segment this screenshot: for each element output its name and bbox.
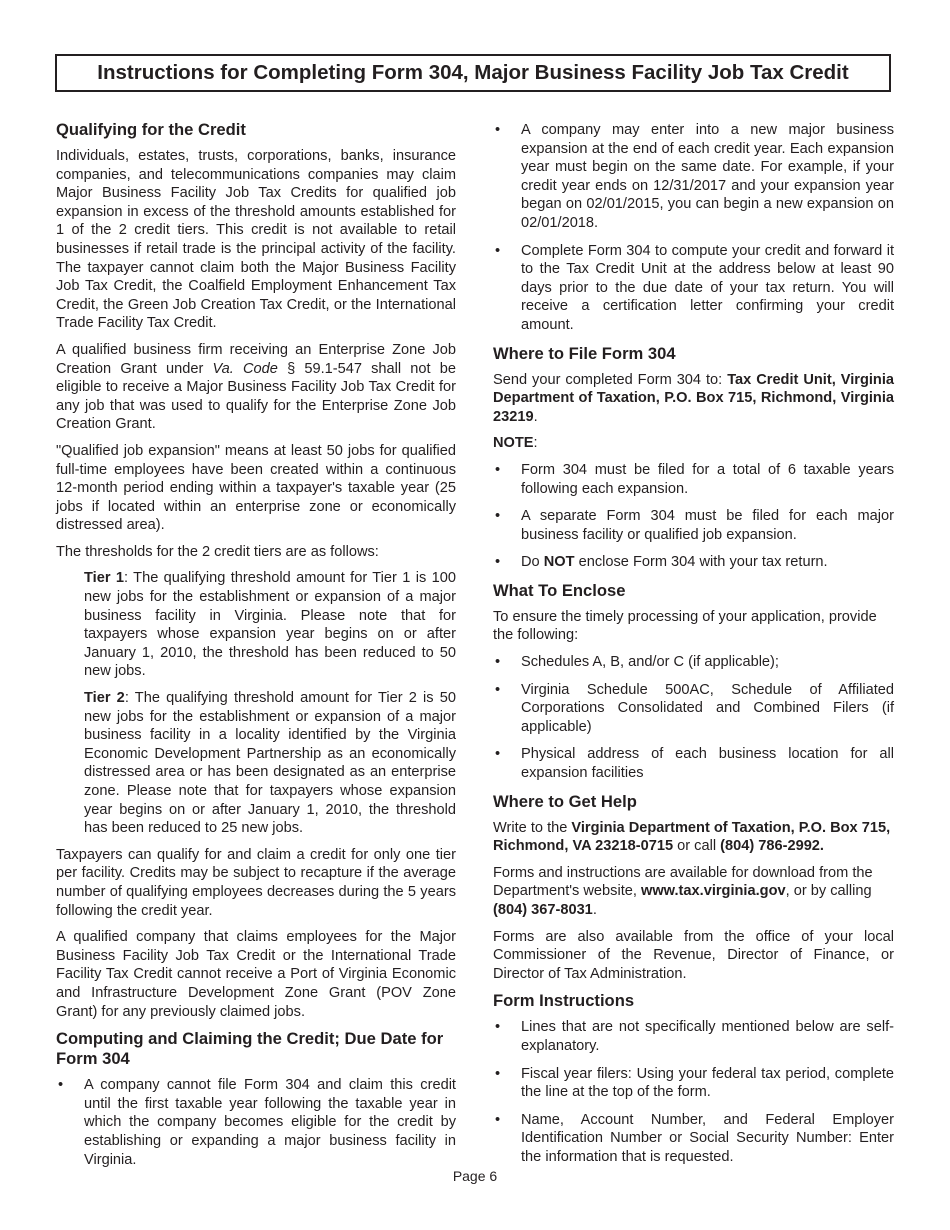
tier-1-paragraph: Tier 1: The qualifying threshold amount for Tier 1 is 100 new jobs for the establishment or expansion of a major business facility in Virginia. Please note that for taxpayers whose expansion year begins on or after January 1, 2010, the threshold has been reduced to 50 new jobs. <box>84 570 456 680</box>
computing-list <box>56 1076 456 1169</box>
website-link[interactable]: www.tax.virginia.gov <box>640 883 786 900</box>
list-item: • A company may enter into a new major business expansion at the end of each credit year. Each expansion year must begin on the same date. For example, if your credit year ends on 12/31/2017 and your expansion year began on 02/01/2015, you can begin a new expansion on 02/01/2018. <box>495 122 894 231</box>
list-item: • Form 304 must be filed for a total of 6 taxable years following each expansion. <box>495 461 894 497</box>
right-column <box>493 121 894 1176</box>
qualifying-paragraph-3: "Qualified job expansion" means at least 50 jobs for qualified full-time employees have been created within a continuous 12-month period ending within a taxpayer's taxable year (25 jobs if located within an enterprise zone or economically distressed area). <box>56 442 456 534</box>
list-item: • Schedules A, B, and/or C (if applicable); <box>495 654 779 671</box>
list-item: • A company cannot file Form 304 and claim this credit until the first taxable year following the taxable year in which the company becomes eligible for the credit by establishing or expanding a major business facility in Virginia. <box>58 1077 456 1168</box>
phone-number-2: (804) 367-8031 <box>493 902 593 918</box>
list-item: • Name, Account Number, and Federal Employer Identification Number or Social Security Number: Enter the information that is requested. <box>495 1111 894 1165</box>
bullet-icon: • <box>495 242 501 259</box>
bullet-icon: • <box>495 746 501 763</box>
qualifying-paragraph-6: A qualified company that claims employees for the Major Business Facility Job Tax Credit or the International Trade Facility Tax Credit cannot receive a Port of Virginia Economic and Infrastructure Development Zone Grant (POV Zone Grant) for any previously claimed jobs. <box>56 929 456 1020</box>
tier-2-paragraph: Tier 2: The qualifying threshold amount for Tier 2 is 50 new jobs for the establishment or expansion of a major business facility in a locality identified by the Virginia Economic Development Partnership as an economically distressed area or has been designated as an enterprise zone. Please note that for taxpayers whose expansion year begins on or after January 1, 2010, the threshold has been reduced to 25 new jobs. <box>84 690 456 837</box>
page-number: Page 6 <box>452 1168 498 1184</box>
note-list <box>493 461 894 572</box>
qualifying-paragraph-4: The thresholds for the 2 credit tiers are as follows: <box>56 543 379 560</box>
tier-1-label: Tier 1 <box>84 570 124 587</box>
bullet-icon: • <box>495 1065 501 1082</box>
bullet-icon: • <box>495 508 501 525</box>
qualifying-paragraph-2: A qualified business firm receiving an Enterprise Zone Job Creation Grant under Va. Code § 59.1-547 shall not be eligible to receive a Major Business Facility Job Tax Credit for any job that was used to qualify for the Enterprise Zone Job Creation Grant. <box>56 341 456 433</box>
help-paragraph-1: Write to the Virginia Department of Taxation, P.O. Box 715, Richmond, VA 23218-0715 or call (804) 786-2992. <box>493 819 891 855</box>
list-item: • Fiscal year filers: Using your federal tax period, complete the line at the top of the form. <box>495 1065 894 1101</box>
bullet-icon: • <box>495 461 501 478</box>
bullet-icon: • <box>495 1111 501 1128</box>
bullet-icon: • <box>495 122 501 138</box>
phone-number: (804) 786-2992. <box>720 838 824 855</box>
bullet-icon: • <box>495 654 501 671</box>
department-address: Virginia Department of Taxation, P.O. Box 715, Richmond, VA 23218-0715 <box>493 819 891 855</box>
list-item: • Do NOT enclose Form 304 with your tax return. <box>495 554 828 571</box>
computing-heading: Computing and Claiming the Credit; Due Date for Form 304 <box>56 1029 444 1069</box>
enclose-list <box>493 653 894 783</box>
bullet-icon: • <box>495 1019 501 1036</box>
form-instructions-heading: Form Instructions <box>493 991 635 1011</box>
list-item: • Virginia Schedule 500AC, Schedule of Affiliated Corporations Consolidated and Combined Filers (if applicable) <box>495 681 894 735</box>
help-paragraph-3: Forms are also available from the office of your local Commissioner of the Revenue, Director of Finance, or Director of Tax Administration. <box>493 928 894 982</box>
list-item: • Lines that are not specifically mentioned below are self-explanatory. <box>495 1019 894 1054</box>
page-title: Instructions for Completing Form 304, Major Business Facility Job Tax Credit <box>55 54 891 92</box>
note-label: NOTE: <box>493 435 538 452</box>
enclose-heading: What To Enclose <box>493 580 626 600</box>
list-item: • Physical address of each business location for all expansion facilities <box>495 746 894 782</box>
va-code-ref: Va. Code <box>212 360 278 377</box>
form-instructions-list <box>493 1018 894 1166</box>
computing-list-continued <box>493 121 894 335</box>
list-item: • A separate Form 304 must be filed for each major business facility or qualified job expansion. <box>495 508 894 543</box>
bullet-icon: • <box>58 1077 64 1094</box>
tier-2-label: Tier 2 <box>84 690 125 707</box>
where-file-heading: Where to File Form 304 <box>493 343 676 363</box>
list-item: • Complete Form 304 to compute your credit and forward it to the Tax Credit Unit at the address below at least 90 days prior to the due date of your tax return. You will receive a certification letter confirming your credit amount. <box>495 242 894 333</box>
where-file-paragraph: Send your completed Form 304 to: Tax Credit Unit, Virginia Department of Taxation, P.O. Box 715, Richmond, Virginia 23219. <box>493 371 894 425</box>
bullet-icon: • <box>495 681 501 698</box>
left-column <box>56 120 456 1178</box>
help-heading: Where to Get Help <box>493 791 637 811</box>
qualifying-paragraph-5: Taxpayers can qualify for and claim a credit for only one tier per facility. Credits may be subject to recapture if the average number of qualifying employees decreases during the 5 years following the credit year. <box>56 846 456 919</box>
help-paragraph-2: Forms and instructions are available for download from the Department's website, www.tax.virginia.gov, or by calling (804) 367-8031. <box>493 864 873 918</box>
qualifying-paragraph-1: Individuals, estates, trusts, corporations, banks, insurance companies, and telecommunications companies may claim Major Business Facility Job Tax Credits for qualified job expansion in excess of the threshold amounts established for 1 of the 2 credit tiers. This credit is not available to retail businesses if retail trade is the principal activity of the facility. The taxpayer cannot claim both the Major Business Facility Job Tax Credit, the Coalfield Employment Enhancement Tax Credit, the Green Job Creation Tax Credit, or the International Trade Facility Tax Credit. <box>56 148 456 332</box>
qualifying-heading: Qualifying for the Credit <box>56 120 246 139</box>
mailing-address: Tax Credit Unit, Virginia Department of Taxation, P.O. Box 715, Richmond, Virginia 23219 <box>493 371 894 425</box>
bullet-icon: • <box>495 554 501 571</box>
enclose-intro: To ensure the timely processing of your application, provide the following: <box>493 608 877 644</box>
